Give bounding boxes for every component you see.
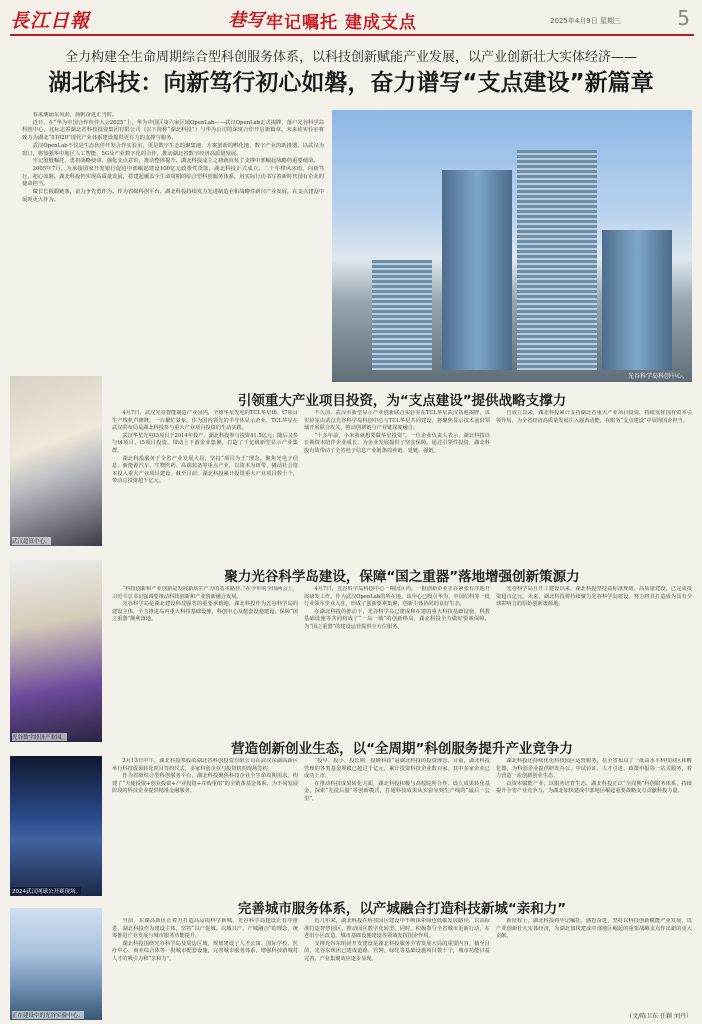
headline-kicker: 全力构建全生命周期综合型科创服务体系，以科技创新赋能产业发展，以产业创新壮大实体经济—— [64, 50, 637, 65]
body-paragraph: “科技创新和产业创新是发展新质生产力的基本路径。”在今年的全国两会上，习近平总书记强调要推动科技创新和产业创新融合发展。 [112, 586, 298, 600]
body-paragraph: 湖北科投还持续优化科技园区运营服务，在全省布局了一批高水平科技园区和孵化器，为科创企业提供研发办公、中试验证、人才引进、政策申报等一站式服务，着力营造一流创新创业生态。 [496, 758, 692, 780]
section-column [304, 758, 490, 890]
body-paragraph: 在推动科技成果转化方面，湖北科投积极与高校院所合作，设立成果转化基金，探索“先投后股”等创新模式，打通科技成果从实验室到生产线的“最后一公里”。 [304, 780, 490, 802]
paper-logo: 長江日報 [10, 10, 91, 32]
section-column [496, 758, 692, 890]
photo-caption: 光谷数字经济产业园。 [12, 735, 68, 741]
body-paragraph: 当前，东湖高新区正着力打造高品质科学新城。光谷科学岛建设正有序推进，湖北科投作为建设主体，坚持“以产促城、以城兴产、产城融合”的理念，统筹推进产业发展与城市服务功能提升。 [112, 918, 298, 940]
date-line: 2025年4月9日 星期三 [550, 17, 621, 25]
photo-caption: 2024武汉网球公开赛现场。 [12, 889, 81, 895]
body-paragraph: “投早、投小、投长期、投硬科技”是湖北科投的投资理念。目前，湖北科投管理的各类基金规模已超过千亿元，累计投资科技企业数百家，其中多家企业已成功上市。 [304, 758, 490, 780]
body-paragraph: 光谷科学岛自开工建设以来，湖北科投坚持高标准规划、高质量建设，已完成投资超百亿元。未来，湖北科投将持续聚力光谷科学岛建设，努力将其打造成为具有全球影响力的原始创新策源地。 [496, 586, 692, 608]
building-shape [517, 150, 597, 370]
hero-caption: 光谷科学岛科创中心。 [627, 373, 688, 380]
body-paragraph: 3月13日中午，湖北科投参股的湖北省科创投资有限公司在武汉东湖高新区举行科技成果转化项目签约仪式，多家科创企业与投资机构现场签约。 [112, 758, 298, 772]
section-column [304, 410, 490, 558]
section-column [112, 918, 298, 1010]
building-shape [442, 170, 512, 370]
lead-paragraph: 近日，在“华为中国合作伙伴大会2025”上，华为中国区第六家区域OpenLab——武汉OpenLab正式揭牌，落户光谷科学岛科创中心。这标志着湖北省科技投资集团有限公司（以下简称“湖北科投”）与华为公司的深度合作开启新篇章。未来该实验室将致力为湖北“51020”现代产业体系建设提供更有力的支撑与服务。 [22, 119, 324, 142]
body-paragraph: 作为省级综合型科创服务平台，湖北科投聚焦科技企业全生命周期需求，构建了“天使投资+创业投资+产业投资+并购重组”的全链条基金体系，为不同发展阶段的科技企业提供精准金融服务。 [112, 773, 298, 795]
section-column [112, 586, 298, 730]
photo-supercomputing-center [10, 376, 102, 546]
body-paragraph: 4月7日，光谷科学岛科创中心一期园区内，一批创新企业正在紧张有序地开展研发工作。作为武汉OpenLab的所在地，该中心已吸引华为、中国信科等一批行业领军企业入驻，形成了创新要素集聚、创新主体协同的良好生态。 [304, 586, 490, 608]
section-heading: 营造创新创业生态，以“全周期”科创服务提升产业竞争力 [231, 741, 573, 757]
building-shape [372, 260, 432, 370]
lead-paragraph: 武汉OpenLab不仅是生态伙伴开发合作实验室，更是数字生态的聚集地，方案创新的孵化地、数字产业的助推器。以武汉为窗口，将加强华中地区人工智能、5G及产业数字化的合作，推动湖北省数字经济高质量发展。 [22, 142, 324, 157]
photo-lab-center [10, 908, 102, 1020]
body-paragraph: 光谷科学岛是湖北建设科技强省的重要承载地。湖北科投作为光谷科学岛的建设主体，全力推进岛内重大科技基础设施、科创中心及配套设施建设，保障“国之重器”顺利落地。 [112, 601, 298, 623]
body-paragraph: 自成立以来，湖北科投累计支持湖北省重大产业项目投资，持续发挥国有资本引领作用，为全省经济高质量发展注入强劲动能，在服务“支点建设”中展现国企担当。 [496, 410, 692, 424]
body-paragraph: 以资本赋能产业，以服务培育生态。湖北科投正以“全周期”科创服务体系，持续提升全省产业竞争力，为湖北加快建成中部地区崛起重要战略支点贡献科投力量。 [496, 780, 692, 795]
section-column [304, 918, 490, 1010]
body-paragraph: 湖北科投服务于全省产业发展大局，坚持“项目为王”理念，聚焦光电子信息、新能源汽车、生物医药、高端装备等重点产业，以资本为纽带，撬动社会资本投入重大产业项目建设。截至目前，湖北科投累计投资重大产业项目数十个，带动总投资超千亿元。 [112, 455, 298, 485]
section-heading: 引领重大产业项目投资，为“支点建设”提供战略支撑力 [237, 393, 567, 409]
hero-photo [332, 110, 692, 382]
lead-paragraph: 牢记殷殷嘱托，勇担战略使命。强化支点意识，推动整体提升。湖北科投成立之初就肩负了支撑中部崛起战略的重要使命。 [32, 158, 319, 165]
body-paragraph: 新征程上，湖北科投将牢记嘱托、感恩奋进，坚持以科技创新赋能产业发展，以产业创新壮大实体经济，为湖北加快建成中部地区崛起的重要战略支点作出新的更大贡献。 [496, 918, 692, 940]
body-paragraph: 湖北科投围绕光谷科学岛及周边区域，规划建设了人才公寓、国际学校、医疗中心、商业综合体等一批城市配套设施，完善城市服务体系，增强科技新城对人才的吸引力和“亲和力”。 [112, 940, 298, 962]
body-paragraph: 武汉华星光电t3项目于2014年投产，湖北科投参与投资41.5亿元；随后又参与t4项目、t5项目投资，带动上下游企业集聚，打造了千亿级新型显示产业集群。 [112, 432, 298, 454]
lead-paragraph: 春来潮涌东风劲，扬帆奋进正当时。 [32, 112, 118, 118]
column-title: 牢记嘱托 建成支点 [266, 13, 417, 33]
section-column [112, 758, 298, 890]
lead-paragraph: 2005年7月，为承接国家开发银行促进中部崛起建设100亿元政策性贷款，湖北科投正式成立。二十年栉风沐雨，向新笃行，初心如磐。湖北科投仍实现高质量发展，搭建起覆盖全生命周期的综合型科创服务体系，用实际行动书写着新时代国有企业的使命担当。 [22, 165, 324, 188]
section-column [496, 918, 692, 1004]
body-paragraph: 不久前，武汉市新型显示产业创新联合实验室在TCL华星武汉基地揭牌，该实验室由武汉光谷科学岛科创中心与TCL华星共同建设，将聚焦显示技术前沿领域开展联合攻关，推动创新链与产业链深度融合。 [304, 410, 490, 432]
byline: （文/陈卫东 任颖 刘丹） [626, 1013, 692, 1020]
section-heading: 完善城市服务体系，以产城融合打造科技新城“亲和力” [237, 901, 567, 917]
page-headline: 湖北科技：向新笃行初心如磐，奋力谱写“支点建设”新篇章 [48, 70, 654, 96]
section-column [496, 586, 692, 730]
photo-digital-park [10, 560, 102, 742]
masthead [10, 6, 694, 34]
body-paragraph: 4月7日，武汉光谷智能制造产业园内，全球华星光电的TCL华星t6、t7项目生产线机声隆隆，一片繁忙景象。作为国内领先的半导体显示企业，TCL华星在武汉的布局是湖北科投参与重大产业项目投资的生动实践。 [112, 410, 298, 432]
section-column [304, 586, 490, 730]
photo-tennis-open [10, 756, 102, 896]
body-paragraph: 在湖北科投的推动下，光谷科学岛已建成和在建的重大科技基础设施、科教基础设施等共同构成了“一岛一城”的创新格局，湖北科投全力做好要素保障，为“国之重器”的建设运营提供全方位服务。 [304, 608, 490, 630]
section-column [496, 410, 692, 558]
lead-paragraph: 做长长板锻链条，奋力争先勇作为。作为省级科创平台，湖北科投持续发力先进制造业和战略性新兴产业发展，在支点建设中展现更大作为。 [22, 189, 324, 203]
body-paragraph: 支撑光谷东组团开发建设是湖北科投服务全省发展大局的重要内容。截至目前，光谷东组团已建成道路、管网、绿化等基础设施项目数十个，城市功能日益完善，产业集聚效应逐步显现。 [304, 940, 490, 962]
page-number: 5 [677, 6, 690, 30]
body-paragraph: “十多年前，小米我就想要做华星投资”，一位企业负责人表示，湖北科投以长期资本陪伴企业成长，为企业发展提供了坚实保障。通过引领性投资，湖北科投有效带动了全省电子信息产业链条的补链、延链、强链。 [304, 432, 490, 454]
lead-article [22, 112, 324, 362]
body-paragraph: 近几年来，湖北科投在科技园区建设中不断探索绿色低碳发展路径，以高标准打造智慧园区，推动园区数字化转型。同时，积极参与全省城市更新行动，在老旧小区改造、城市基础设施建设等领域发挥国企作用。 [304, 918, 490, 940]
section-column [112, 410, 298, 558]
photo-caption: 正在建设中的光谷实验中心。 [12, 1013, 84, 1019]
masthead-rule [10, 34, 694, 36]
column-logo: 巷写 [228, 10, 264, 31]
section-heading: 聚力光谷科学岛建设，保障“国之重器”落地增强创新策源力 [224, 569, 580, 585]
photo-caption: 武汉超算中心。 [12, 539, 51, 545]
building-shape [602, 230, 672, 370]
